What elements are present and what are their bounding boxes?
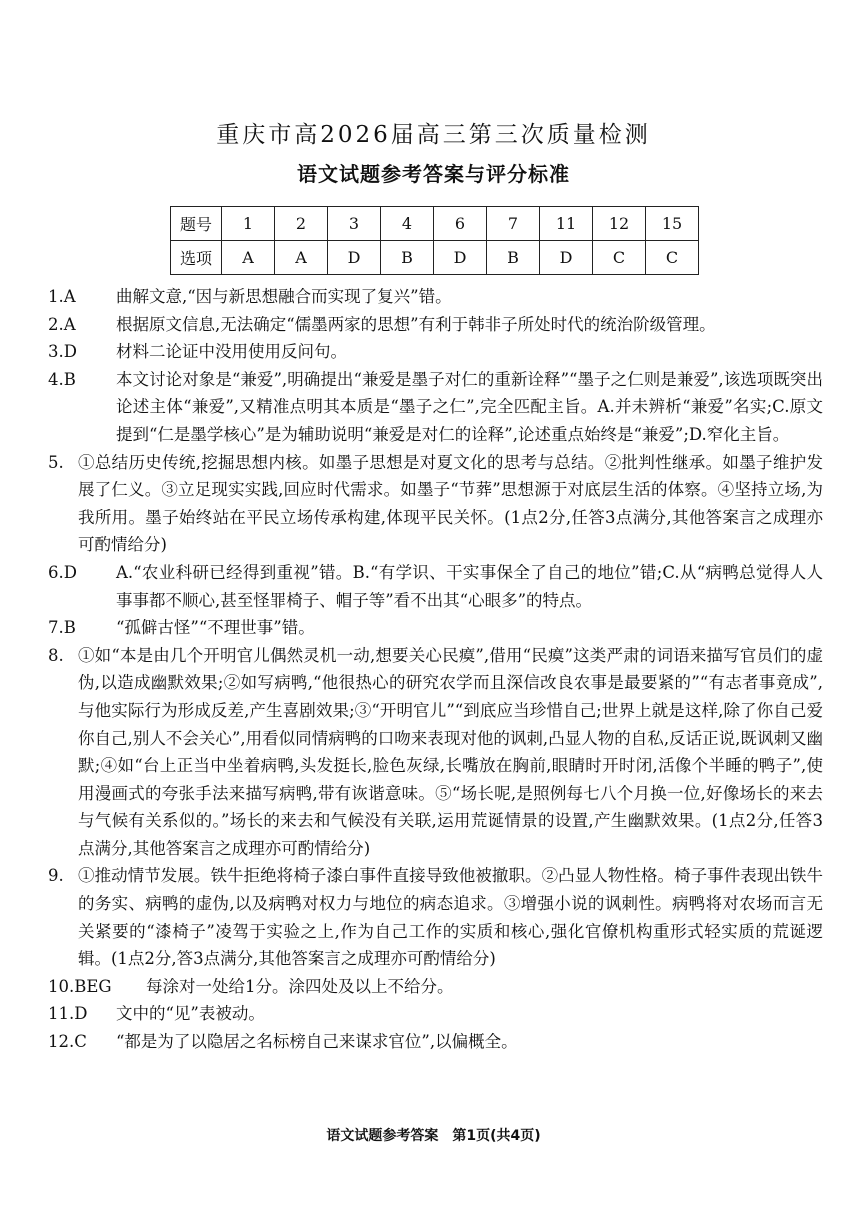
page-footer: 语文试题参考答案 第1页(共4页) — [326, 1128, 541, 1144]
item-text: “孤僻古怪”“不理世事”错。 — [116, 618, 315, 638]
page-subtitle: 语文试题参考答案与评分标准 — [297, 162, 570, 186]
question-cell: 6 — [434, 207, 487, 241]
item-number: 11.D — [48, 1004, 88, 1024]
row-label-option: 选项 — [171, 241, 222, 275]
item-number: 10.BEG — [48, 976, 112, 996]
answer-item-6 — [48, 559, 823, 614]
item-number: 1.A — [48, 287, 76, 306]
page-title: 重庆市高2026届高三第三次质量检测 — [216, 122, 651, 148]
item-number: 3.D — [48, 342, 77, 362]
answer-item-1 — [48, 283, 823, 311]
item-text: ①总结历史传统,挖掘思想内核。如墨子思想是对夏文化的思考与总结。②批判性继承。如墨子维护发展了仁义。③立足现实实践,回应时代需求。如墨子“节葬”思想源于对底层生活的体察。④坚持立场,为我所用。墨子始终站在平民立场传承构建,体现平民关怀。(1点2分,任答3点满分,其他答案言之成理亦可酌情给分) — [78, 452, 823, 555]
option-cell: D — [540, 241, 593, 275]
question-cell: 12 — [593, 207, 646, 241]
item-number: 6.D — [48, 562, 77, 582]
option-cell: A — [275, 241, 328, 275]
item-number: 9. — [48, 866, 64, 886]
option-cell: B — [487, 241, 540, 275]
item-text: A.“农业科研已经得到重视”错。B.“有学识、干实事保全了自己的地位”错;C.从“病鸭总觉得人人事事都不顺心,甚至怪罪椅子、帽子等”看不出其“心眼多”的特点。 — [116, 562, 823, 610]
item-text: ①如“本是由几个开明官儿偶然灵机一动,想要关心民瘼”,借用“民瘼”这类严肃的词语来描写官员们的虚伪,以造成幽默效果;②如写病鸭,“他很热心的研究农学而且深信改良农事是最要紧的”“有志者事竟成”,与他实际行为形成反差,产生喜剧效果;③“开明官儿”“到底应当珍惜自己;世界上就是这样,除了你自己爱你自己,别人不会关心”,用看似同情病鸭的口吻来表现对他的讽刺,凸显人物的自私,反话正说,既讽刺又幽默;④如“台上正当中坐着病鸭,头发挺长,脸色灰绿,长嘴放在胸前,眼睛时开时闭,活像个半睡的鸭子”,使用漫画式的夸张手法来描写病鸭,带有诙谐意味。⑤“场长呢,是照例每七八个月换一位,好像场长的来去与气候有关系似的。”场长的来去和气候没有关联,运用荒诞情景的设置,产生幽默效果。(1点2分,任答3点满分,其他答案言之成理亦可酌情给分) — [78, 645, 823, 858]
question-cell: 1 — [222, 207, 275, 241]
question-cell: 4 — [381, 207, 434, 241]
item-text: ①推动情节发展。铁牛拒绝将椅子漆白事件直接导致他被撤职。②凸显人物性格。椅子事件表现出铁牛的务实、病鸭的虚伪,以及病鸭对权力与地位的病态追求。③增强小说的讽刺性。病鸭将对农场而言无关紧要的“漆椅子”凌驾于实验之上,作为自己工作的实质和核心,强化官僚机构重形式轻实质的荒诞逻辑。(1点2分,答3点满分,其他答案言之成理亦可酌情给分) — [78, 866, 823, 969]
answer-item-3 — [48, 338, 823, 366]
item-number: 7.B — [48, 618, 76, 638]
item-text: 材料二论证中没用使用反问句。 — [116, 342, 347, 362]
question-cell: 15 — [646, 207, 699, 241]
answer-item-8 — [48, 642, 823, 863]
item-number: 4.B — [48, 369, 76, 389]
question-cell: 11 — [540, 207, 593, 241]
option-cell: D — [434, 241, 487, 275]
item-text: 曲解文意,“因与新思想融合而实现了复兴”错。 — [116, 287, 452, 306]
answer-item-2 — [48, 311, 823, 339]
answer-item-4 — [48, 366, 823, 449]
option-row — [171, 241, 699, 275]
option-cell: A — [222, 241, 275, 275]
question-cell: 3 — [328, 207, 381, 241]
option-cell: D — [328, 241, 381, 275]
item-text: “都是为了以隐居之名标榜自己来谋求官位”,以偏概全。 — [116, 1032, 518, 1052]
item-text: 本文讨论对象是“兼爱”,明确提出“兼爱是墨子对仁的重新诠释”“墨子之仁则是兼爱”,该选项既突出论述主体“兼爱”,又精准点明其本质是“墨子之仁”,完全匹配主旨。A.并未辨析“兼爱”名实;C.原文提到“仁是墨学核心”是为辅助说明“兼爱是对仁的诠释”,论述重点始终是“兼爱”;D.窄化主旨。 — [116, 369, 823, 444]
item-text: 根据原文信息,无法确定“儒墨两家的思想”有利于韩非子所处时代的统治阶级管理。 — [116, 314, 716, 334]
option-cell: C — [646, 241, 699, 275]
question-cell: 7 — [487, 207, 540, 241]
item-number: 12.C — [48, 1032, 87, 1052]
question-cell: 2 — [275, 207, 328, 241]
answer-item-12 — [48, 1028, 823, 1056]
answer-item-10 — [48, 973, 823, 1001]
answer-table — [170, 206, 699, 275]
answer-item-7 — [48, 614, 823, 642]
row-label-question: 题号 — [171, 207, 222, 241]
answer-item-9 — [48, 862, 823, 972]
answer-item-5 — [48, 449, 823, 559]
answer-item-11 — [48, 1000, 823, 1028]
question-number-row — [171, 207, 699, 241]
item-number: 2.A — [48, 314, 76, 334]
item-text: 文中的“见”表被动。 — [116, 1004, 265, 1024]
item-number: 5. — [48, 452, 64, 472]
option-cell: C — [593, 241, 646, 275]
item-text: 每涂对一处给1分。涂四处及以上不给分。 — [146, 976, 454, 996]
option-cell: B — [381, 241, 434, 275]
answer-list — [48, 283, 823, 1056]
item-number: 8. — [48, 645, 64, 665]
